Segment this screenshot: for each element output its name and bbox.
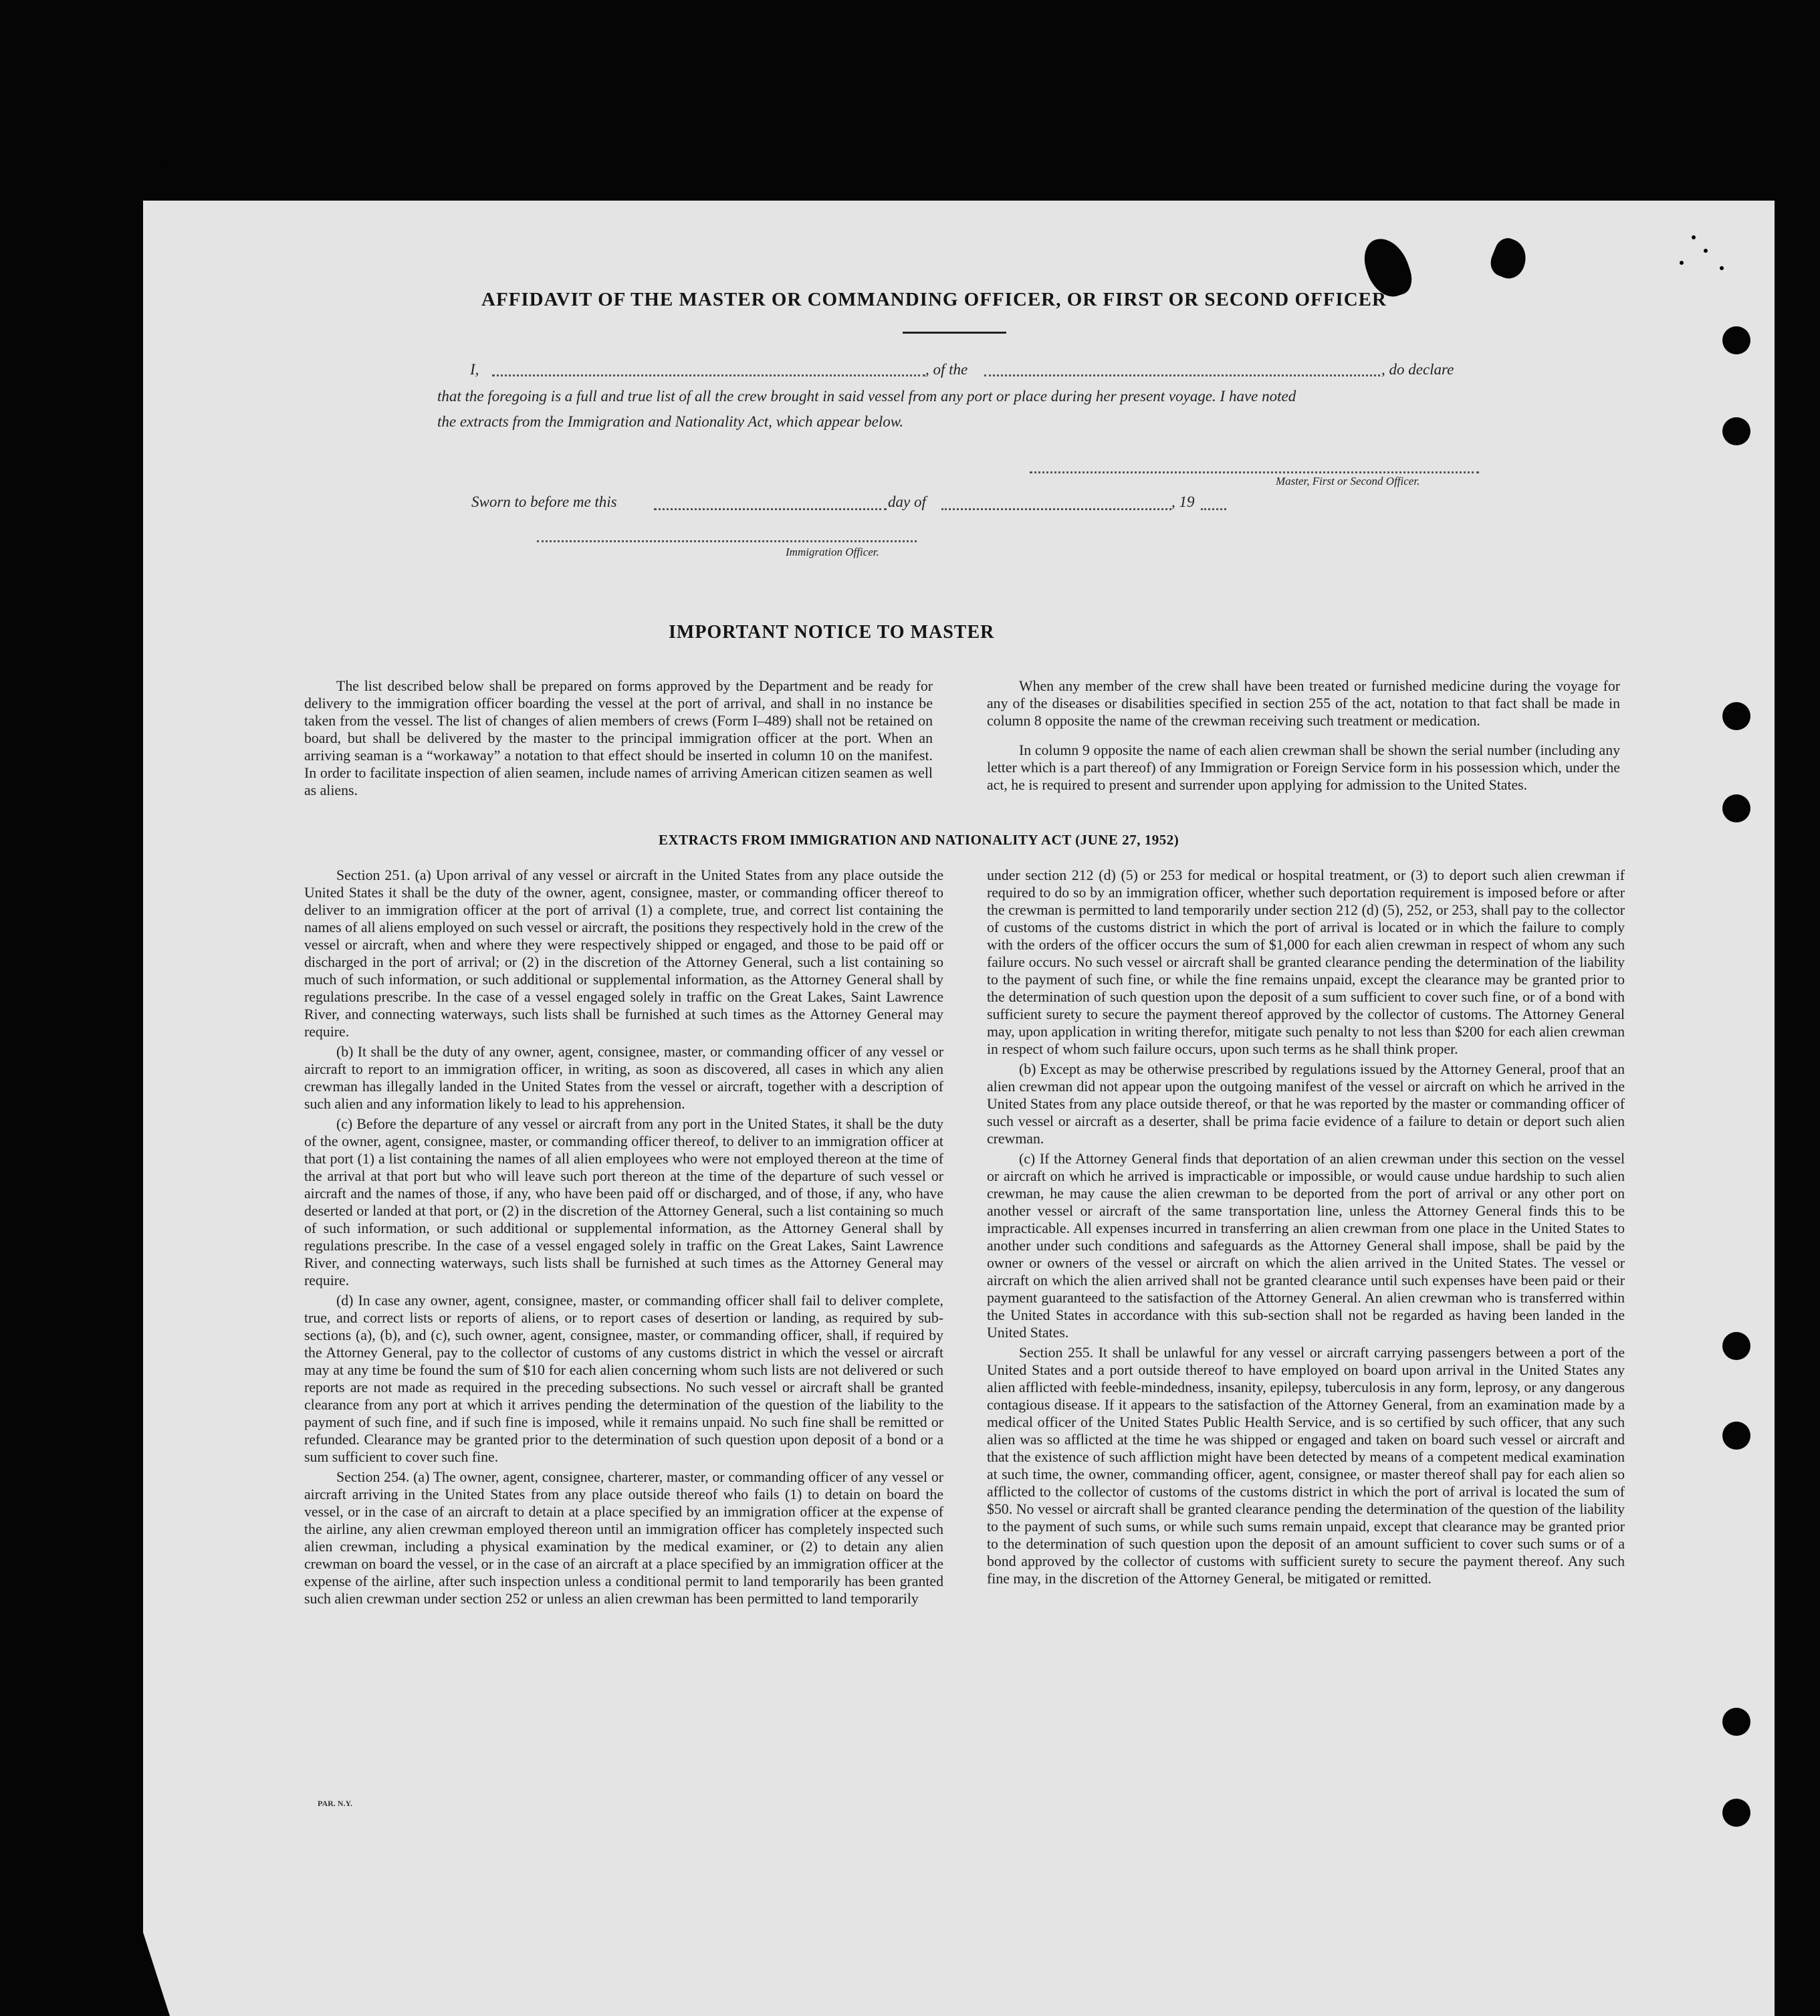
notice-paragraph: In column 9 opposite the name of each alien crewman shall be shown the serial number (including any letter which is a part thereof) of any Immigration or Foreign Service form in his possession which, under the act, he is required to present and surrender upon applying for admission to the United States.: [987, 742, 1620, 793]
punch-hole: [1722, 1422, 1750, 1450]
sworn-month-blank[interactable]: [941, 508, 1171, 510]
title-underline: [903, 332, 1006, 334]
punch-hole: [1722, 702, 1750, 730]
act-paragraph: under section 212 (d) (5) or 253 for medical or hospital treatment, or (3) to deport such alien crewman if required to do so by an immigration officer, whether such deportation requirement is imposed before or after the crewman is permitted to land temporarily under section 212 (d) (5), 252, or 253, shall pay to the collector of customs of the customs district in which the port of arrival is located or in which the failure to comply with the orders of the officer occurs the sum of $1,000 for each alien crewman in respect of whom any such failure occurs. No such vessel or aircraft shall be granted clearance pending the determination of the liability to the payment of such fine, or while the fine remains unpaid, except the clearance may be granted prior to the determination of such question upon the deposit of a sum sufficient to cover such fine, or of a bond with sufficient surety to secure the payment thereof approved by the collector of customs. The Attorney General may, upon application in writing therefor, mitigate such penalty to not less than $200 for each alien crewman in respect of whom such failure occurs, upon such terms as he shall think proper.: [987, 867, 1625, 1057]
affidavit-title: AFFIDAVIT OF THE MASTER OR COMMANDING OFFICER, OR FIRST OR SECOND OFFICER: [481, 289, 1387, 310]
of-the-label: , of the: [925, 361, 968, 378]
affidavit-line-2: that the foregoing is a full and true list of all the crew brought in said vessel from any port or place during her present voyage. I have noted: [437, 388, 1296, 405]
sworn-label: Sworn to before me this: [471, 493, 617, 510]
act-paragraph: (b) It shall be the duty of any owner, agent, consignee, master, or commanding officer of any vessel or aircraft to report to an immigration officer, in writing, as soon as discovered, all cases in which any alien crewman has illegally landed in the United States from the vessel or aircraft, together with a description of such alien and any information likely to lead to his apprehension.: [304, 1044, 943, 1112]
notice-title: IMPORTANT NOTICE TO MASTER: [669, 622, 995, 643]
act-paragraph: Section 255. It shall be unlawful for any vessel or aircraft carrying passengers between a port of the United States and a port outside thereof to have employed on board upon arrival in the United States any alien afflicted with feeble-mindedness, insanity, epilepsy, tuberculosis in any form, leprosy, or any dangerous contagious disease. If it appears to the satisfaction of the Attorney General, from an examination made by a medical officer of the United States Public Health Service, and is so certified by such officer, that any such alien was so afflicted at the time he was shipped or engaged and taken on board such vessel or aircraft and that the existence of such affliction might have been detected by means of a competent medical examination at such time, the owner, commanding officer, agent, consignee, or master thereof shall pay for each alien so afflicted to the collector of customs of the customs district in which the port of arrival is located the sum of $50. No vessel or aircraft shall be granted clearance pending the determination of the question of the liability to the payment of such sums, or while such sums remain unpaid, except that clearance may be granted prior to the determination of such question upon the deposit of an amount sufficient to cover such sums or of a bond approved by the collector of customs with sufficient surety to secure the payment thereof. Any such fine may, in the discretion of the Attorney General, be mitigated or remitted.: [987, 1345, 1625, 1587]
name-blank[interactable]: [492, 374, 925, 376]
vessel-blank[interactable]: [984, 374, 1380, 376]
extracts-right-column: [987, 867, 1625, 1590]
punch-hole: [1722, 1708, 1750, 1736]
notice-paragraph: When any member of the crew shall have been treated or furnished medicine during the voyage for any of the diseases or disabilities specified in section 255 of the act, notation to that fact shall be made in column 8 opposite the name of the crewman receiving such treatment or medication.: [987, 678, 1620, 729]
extracts-left-column: [304, 867, 943, 1610]
act-paragraph: (d) In case any owner, agent, consignee, master, or commanding officer shall fail to deliver complete, true, and correct lists or reports of aliens, or to report cases of desertion or landing, as required by sub-sections (a), (b), and (c), such owner, agent, consignee, master, or commanding officer, shall, if required by the Attorney General, pay to the collector of customs of any customs district in which the vessel or aircraft may at any time be found the sum of $10 for each alien concerning whom such lists are not delivered or such reports are not made as required in the preceding subsections. No such vessel or aircraft shall be granted clearance from any port at which it arrives pending the determination of the question of the liability to the payment of such fine, and if such fine is imposed, while it remains unpaid. No such fine shall be remitted or refunded. Clearance may be granted prior to the determination of such question upon deposit of a bond or a sum sufficient to cover such fine.: [304, 1293, 943, 1465]
punch-hole: [1722, 794, 1750, 822]
ink-speck: [1692, 235, 1696, 239]
act-paragraph: Section 254. (a) The owner, agent, consignee, charterer, master, or commanding officer of any vessel or aircraft arriving in the United States from any place outside thereof who fails (1) to detain on board the vessel, or in the case of an aircraft to detain at a place specified by an immigration officer at the expense of the airline, any alien crewman employed thereon until an immigration officer has completely inspected such alien crewman, including a physical examination by the medical examiner, or (2) to detain any alien crewman on board the vessel, or in the case of an aircraft at a place specified by an immigration officer at the expense of the airline, after such inspection unless a conditional permit to land temporarily has been granted such alien crewman under section 252 or unless an alien crewman has been permitted to land temporarily: [304, 1469, 943, 1607]
punch-hole: [1722, 1332, 1750, 1360]
notice-paragraph: The list described below shall be prepared on forms approved by the Department and be ready for delivery to the immigration officer boarding the vessel at the port of arrival, and shall in no instance be taken from the vessel. The list of changes of alien members of crews (Form I–489) shall not be retained on board, but shall be delivered by the master to the principal immigration officer at the port. When an arriving seaman is a “workaway” a notation to that effect should be inserted in column 10 on the manifest. In order to facilitate inspection of alien seamen, include names of arriving American citizen seamen as well as aliens.: [304, 678, 933, 798]
notice-right-column: [987, 677, 1620, 796]
extracts-title: EXTRACTS FROM IMMIGRATION AND NATIONALITY ACT (JUNE 27, 1952): [659, 832, 1179, 848]
immigration-officer-label: Immigration Officer.: [786, 546, 879, 558]
immigration-officer-signature-line[interactable]: [537, 540, 917, 542]
act-paragraph: (b) Except as may be otherwise prescribed by regulations issued by the Attorney General, proof that an alien crewman did not appear upon the outgoing manifest of the vessel or aircraft on which he arrived in the United States from any place outside thereof, or that he was reported by the master or commanding officer of such vessel or aircraft as a deserter, shall be prima facie evidence of a failure to detain or deport such alien crewman.: [987, 1061, 1625, 1147]
master-signature-line[interactable]: [1030, 471, 1479, 473]
sworn-year-blank[interactable]: [1201, 508, 1226, 510]
punch-hole: [1722, 326, 1750, 354]
ink-speck: [1680, 261, 1684, 265]
act-paragraph: Section 251. (a) Upon arrival of any vessel or aircraft in the United States from any place outside the United States it shall be the duty of the owner, agent, consignee, master, or commanding officer thereof to deliver to an immigration officer at the port of arrival (1) a complete, true, and correct list containing the names of all aliens employed on such vessel or aircraft, the positions they respectively hold in the crew of the vessel or aircraft, when and where they were respectively shipped or engaged, and those to be paid off or discharged in the port of arrival; or (2) in the discretion of the Attorney General, such a list containing so much of such information, or such additional or supplemental information, as the Attorney General shall by regulations prescribe. In the case of a vessel engaged solely in traffic on the Great Lakes, Saint Lawrence River, and connecting waterways, such lists shall be furnished at such times as the Attorney General may require.: [304, 867, 943, 1040]
act-paragraph: (c) Before the departure of any vessel or aircraft from any port in the United States, it shall be the duty of the owner, agent, consignee, master, or commanding officer thereof, to deliver to an immigration officer at that port (1) a list containing the names of all alien employees who were not employed thereon at the time of the arrival at that port but who will leave such port thereon at the time of the departure of such vessel or aircraft and the names of those, if any, who have been paid off or discharged, and of those, if any, who have deserted or landed at that port, or (2) in the discretion of the Attorney General, such a list containing so much of such information, or such additional or supplemental information, as the Attorney General shall by regulations prescribe. In the case of a vessel engaged solely in traffic on the Great Lakes, Saint Lawrence River, and connecting waterways, such lists shall be furnished at such times as the Attorney General may require.: [304, 1116, 943, 1289]
punch-hole: [1722, 1799, 1750, 1827]
ink-speck: [1720, 266, 1724, 270]
printer-mark: PAR. N.Y.: [318, 1799, 353, 1808]
notice-left-column: [304, 677, 933, 802]
master-signature-label: Master, First or Second Officer.: [1276, 475, 1420, 487]
affidavit-i-label: I,: [470, 361, 479, 378]
sworn-day-blank[interactable]: [654, 508, 887, 510]
affidavit-line-3: the extracts from the Immigration and Nationality Act, which appear below.: [437, 413, 904, 430]
act-paragraph: (c) If the Attorney General finds that deportation of an alien crewman under this section on the vessel or aircraft on which he arrived is impracticable or impossible, or would cause undue hardship to such alien crewman, he may cause the alien crewman to be deported from the port of arrival or any other port on another vessel or aircraft of the same transportation line, unless the Attorney General finds this to be impracticable. All expenses incurred in transferring an alien crewman from one place in the United States to another under such conditions and safeguards as the Attorney General shall impose, shall be paid by the owner or owners of the vessel or aircraft on which the alien arrived in the United States. The vessel or aircraft on which the alien arrived shall not be granted clearance until such expenses have been paid or their payment guaranteed to the satisfaction of the Attorney General. An alien crewman who is transferred within the United States in accordance with this sub-section shall not be regarded as having been landed in the United States.: [987, 1151, 1625, 1341]
do-declare-label: , do declare: [1381, 361, 1454, 378]
year-label: , 19: [1171, 493, 1195, 510]
ink-speck: [1704, 249, 1708, 253]
punch-hole: [1722, 417, 1750, 445]
ink-speck: [164, 164, 168, 168]
day-of-label: day of: [888, 493, 926, 510]
